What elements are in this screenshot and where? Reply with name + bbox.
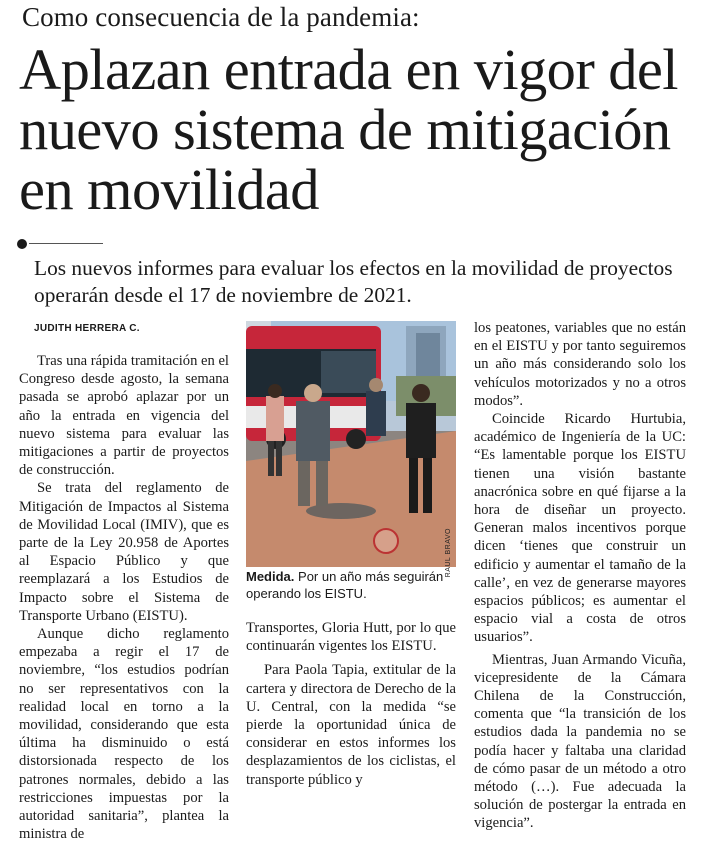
column-3 (474, 319, 686, 833)
caption-lead: Medida. (246, 569, 295, 584)
street-scene-image (246, 321, 456, 567)
kicker: Como consecuencia de la pandemia: (22, 2, 420, 32)
rule-dot (17, 239, 27, 249)
paragraph: Transportes, Gloria Hutt, por lo que continuarán vigentes los EISTU. (246, 620, 456, 655)
paragraph: Para Paola Tapia, extitular de la cartera y directora de Derecho de la U. Central, con la medida “se pierde la oportunidad única de considerar en estos informes los desplazamientos de los ciclistas, el transporte público y (246, 662, 456, 788)
photo-caption (246, 569, 458, 602)
rule-line (29, 243, 103, 244)
paragraph: Mientras, Juan Armando Vicuña, vicepresidente de la Cámara Chilena de la Construcción, comenta que “la transición de los estudios dada la pandemia no se podía hacer y faltaba una claridad de cómo pasar de un método a otro método (…). Fue adecuada la solución de postergar la entrada en vigencia”. (474, 651, 686, 832)
column-1 (19, 352, 229, 843)
paragraph: Aunque dicho reglamento empezaba a regir el 17 de noviembre, “los estudios podrían no ser representativos con la realidad local en torno a la movilidad, considerando que esta última ha disminuido o está distorsionada respecto de los patrones normales, debido a las restricciones impuestas por la autoridad sanitaria”, plantea la ministra de (19, 626, 229, 843)
deck: Los nuevos informes para evaluar los efectos en la movilidad de proyectos operarán desde el 17 de noviembre de 2021. (34, 256, 673, 307)
caption-text: Por un año más seguirán operando los EISTU. (246, 569, 444, 601)
paragraph: Coincide Ricardo Hurtubia, académico de Ingeniería de la UC: “Es lamentable porque los EISTU tienen una visión bastante anacrónica sobre en qué fijarse a la hora de diseñar un proyecto. Generan malos incentivos porque dicen ‘tienes que construir un edificio y aumentar el tamaño de la calle’, en vez de generarse mayores espacios públicos; es aumentar el espacio vial a costa de otros usuarios”. (474, 411, 686, 646)
paragraph: Tras una rápida tramitación en el Congreso desde agosto, la semana pasada se aprobó aplazar por un año la entrada en vigencia del nuevo sistema para evaluar las mitigaciones a partir de proyectos de construcción. (19, 353, 229, 479)
paragraph: los peatones, variables que no están en el EISTU y por tanto seguiremos un año más considerando solo los vehículos motorizados y no a otros modos”. (474, 320, 686, 409)
headline: Aplazan entrada en vigor del nuevo sistema de mitigación en movilidad (19, 37, 678, 222)
paragraph: Se trata del reglamento de Mitigación de Impactos al Sistema de Movilidad Local (IMIV), que es parte de la Ley 20.958 de Aportes al Espacio Público y que reemplazará a los Estudios de Impacto sobre el Sistema de Transporte Urbano (EISTU). (19, 480, 229, 624)
photo-credit: RAUL BRAVO (445, 528, 452, 578)
news-photo (246, 321, 456, 567)
column-2 (246, 619, 456, 789)
byline: JUDITH HERRERA C. (34, 323, 140, 334)
